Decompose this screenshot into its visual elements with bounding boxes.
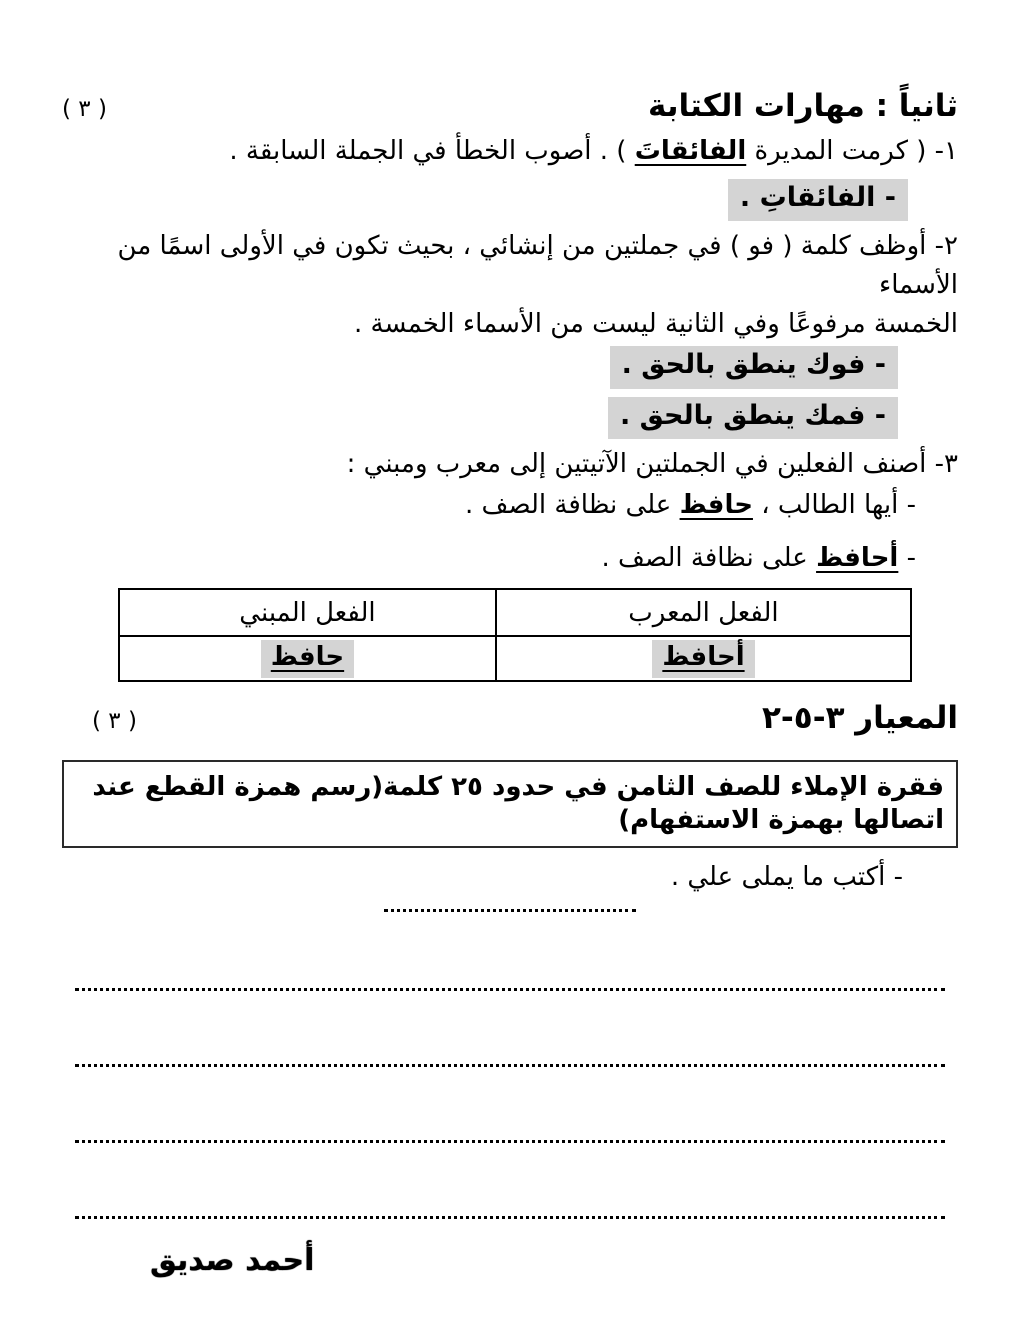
standard-header — [62, 700, 958, 736]
table-answer-mabni: حافظ — [261, 640, 354, 678]
question-1-text: ١- ( كرمت المديرة الفائقاتَ ) . أصوب الخطأ في الجملة السابقة . — [229, 136, 958, 166]
answer-2a: - فوك ينطق بالحق . — [610, 346, 898, 388]
section-title: ثانياً : مهارات الكتابة — [648, 88, 958, 124]
table-cell-muarab — [496, 636, 911, 681]
question-3-item-2: - أحافظ على نظافة الصف . — [601, 543, 916, 574]
dictation-note-text: فقرة الإملاء للصف الثامن في حدود ٢٥ كلمة(رسم همزة القطع عند اتصالها بهمزة الاستفهام) — [92, 771, 944, 836]
writing-line-4 — [75, 1216, 945, 1219]
table-header-muarab: الفعل المعرب — [496, 589, 911, 636]
question-3-item-1: - أيها الطالب ، حافظ على نظافة الصف . — [465, 490, 916, 521]
table-row — [119, 636, 911, 681]
question-2-line-1: ٢- أوظف كلمة ( فو ) في جملتين من إنشائي ، بحيث تكون في الأولى اسمًا من الأسماء — [117, 231, 958, 301]
table-cell-mabni — [119, 636, 496, 681]
standard-score: ( ٣ ) — [92, 708, 137, 735]
answer-2a-row — [62, 346, 898, 388]
teacher-signature: أحمد صديق — [150, 1243, 315, 1278]
question-2-line-2: الخمسة مرفوعًا وفي الثانية ليست من الأسماء الخمسة . — [354, 309, 958, 340]
writing-line-3 — [75, 1140, 945, 1143]
dictation-instruction: - أكتب ما يملى علي . — [670, 862, 903, 893]
standard-title: المعيار ٣-٥-٢ — [762, 700, 958, 737]
verbs-table — [118, 588, 912, 682]
section-header — [62, 88, 958, 124]
answer-2b-row — [62, 397, 898, 439]
section-score: ( ٣ ) — [62, 96, 107, 122]
writing-line-short — [384, 909, 636, 912]
table-header-mabni: الفعل المبني — [119, 589, 496, 636]
writing-line-2 — [75, 1064, 945, 1067]
table-answer-muarab: أحافظ — [652, 640, 754, 678]
answer-1: - الفائقاتِ . — [728, 179, 908, 221]
table-header-row — [119, 589, 911, 636]
dictation-note-box — [62, 760, 958, 848]
question-3-text: ٣- أصنف الفعلين في الجملتين الآتيتين إلى معرب ومبني : — [346, 449, 958, 480]
answer-2b: - فمك ينطق بالحق . — [608, 397, 898, 439]
writing-line-1 — [75, 988, 945, 991]
answer-1-row — [62, 179, 908, 221]
